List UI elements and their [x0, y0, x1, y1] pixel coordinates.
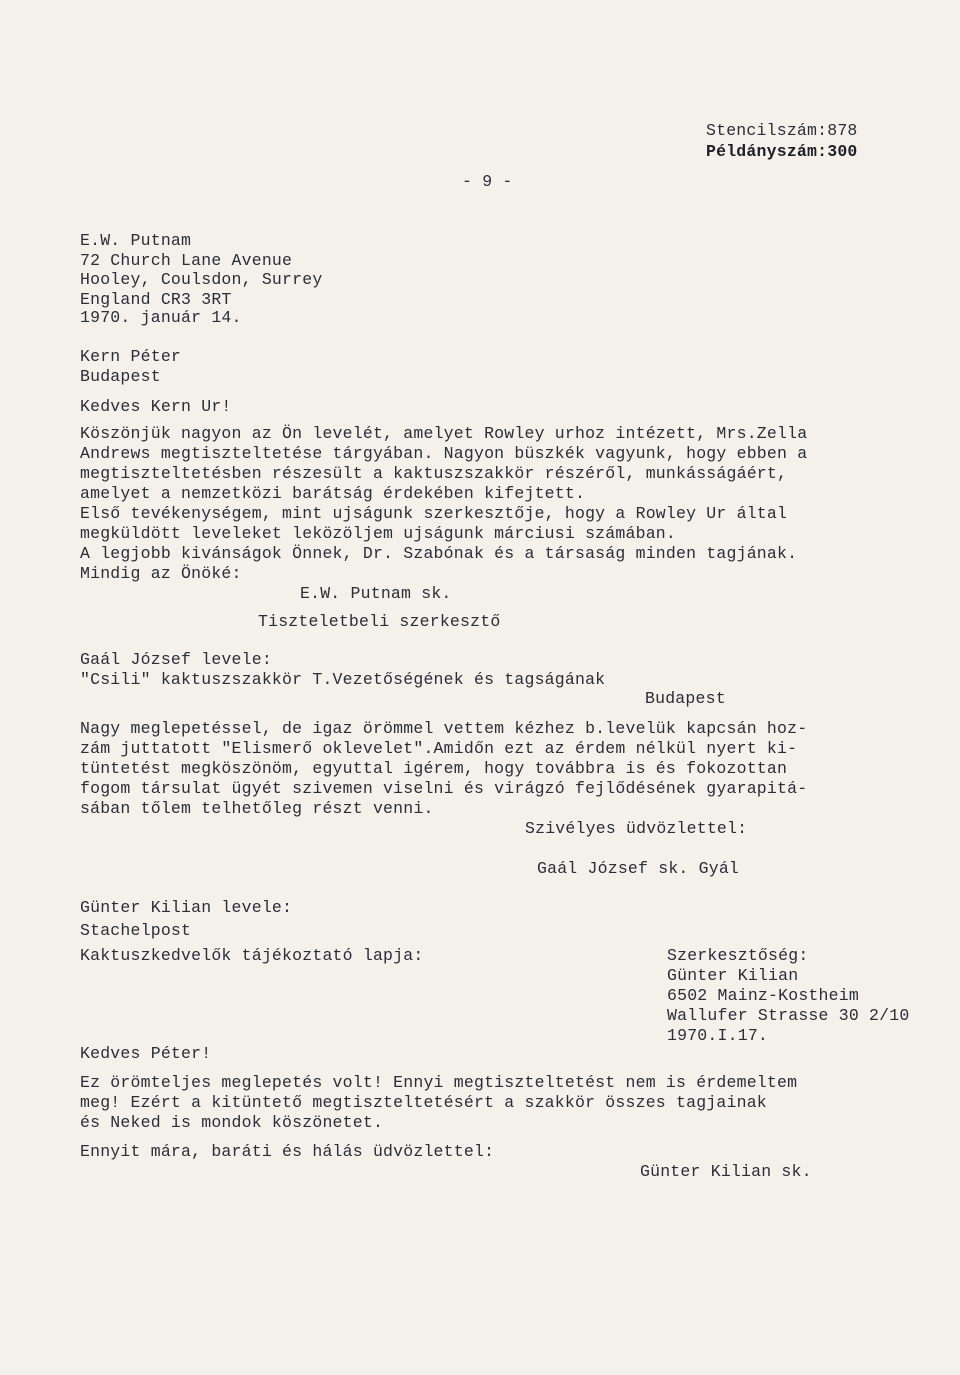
kilian-body-line: meg! Ezért a kitüntető megtiszteltetésért a szakkör összes tagjainak [80, 1093, 767, 1112]
sender-street: 72 Church Lane Avenue [80, 251, 293, 270]
kilian-body-line: és Neked is mondok köszönetet. [80, 1113, 384, 1132]
copy-count: Példányszám:300 [706, 142, 858, 161]
putnam-title: Tiszteletbeli szerkesztő [258, 612, 501, 631]
kilian-publication-desc: Kaktuszkedvelők tájékoztató lapja: [80, 946, 424, 965]
putnam-body-line: Első tevékenységem, mint ujságunk szerkesztője, hogy a Rowley Ur által [80, 504, 788, 523]
gaal-closing: Szivélyes üdvözlettel: [525, 819, 748, 838]
gaal-body-line: tüntetést megköszönöm, egyuttal igérem, hogy továbbra is és fokozottan [80, 759, 788, 778]
recipient-city: Budapest [80, 367, 161, 386]
putnam-body-line: A legjobb kivánságok Önnek, Dr. Szabónak és a társaság minden tagjának. [80, 544, 798, 563]
kilian-publication: Stachelpost [80, 921, 192, 940]
kilian-closing: Ennyit mára, baráti és hálás üdvözlettel: [80, 1142, 495, 1161]
letter-date: 1970. január 14. [80, 308, 242, 327]
kilian-address-line: Günter Kilian [667, 966, 799, 985]
kilian-address-line: 6502 Mainz-Kostheim [667, 986, 859, 1005]
gaal-body-line: fogom társulat ügyét szivemen viselni és virágzó fejlődésének gyarapitá- [80, 779, 808, 798]
page-number: - 9 - [462, 172, 513, 191]
recipient-name: Kern Péter [80, 347, 182, 366]
gaal-body-line: Nagy meglepetéssel, de igaz örömmel vettem kézhez b.levelük kapcsán hoz- [80, 719, 808, 738]
kilian-heading: Günter Kilian levele: [80, 898, 293, 917]
kilian-signature: Günter Kilian sk. [640, 1162, 812, 1181]
sender-town: Hooley, Coulsdon, Surrey [80, 270, 323, 289]
kilian-address-line: Wallufer Strasse 30 2/10 [667, 1006, 910, 1025]
gaal-addressee: "Csili" kaktuszszakkör T.Vezetőségének és tagságának [80, 670, 606, 689]
gaal-signature: Gaál József sk. Gyál [537, 859, 740, 878]
putnam-greeting: Kedves Kern Ur! [80, 397, 232, 416]
putnam-body-line: Andrews megtiszteltetése tárgyában. Nagyon büszkék vagyunk, hogy ebben a [80, 444, 808, 463]
putnam-signature: E.W. Putnam sk. [300, 584, 452, 603]
kilian-address-line: Szerkesztőség: [667, 946, 809, 965]
kilian-body-line: Ez örömteljes meglepetés volt! Ennyi megtiszteltetést nem is érdemeltem [80, 1073, 798, 1092]
sender-country: England CR3 3RT [80, 290, 232, 309]
gaal-body-line: sában tőlem telhetőleg részt venni. [80, 799, 434, 818]
putnam-body-line: megtiszteltetésben részesült a kaktuszszakkör részéről, munkásságáért, [80, 464, 788, 483]
sender-name: E.W. Putnam [80, 231, 192, 250]
putnam-body-line: amelyet a nemzetközi barátság érdekében kifejtett. [80, 484, 586, 503]
putnam-body-line: Köszönjük nagyon az Ön levelét, amelyet Rowley urhoz intézett, Mrs.Zella [80, 424, 808, 443]
gaal-body-line: zám juttatott "Elismerő oklevelet".Amidőn ezt az érdem nélkül nyert ki- [80, 739, 798, 758]
kilian-greeting: Kedves Péter! [80, 1044, 212, 1063]
putnam-body-line: Mindig az Önöké: [80, 564, 242, 583]
gaal-city: Budapest [645, 689, 726, 708]
stencil-number: Stencilszám:878 [706, 121, 858, 140]
kilian-date: 1970.I.17. [667, 1026, 769, 1045]
putnam-body-line: megküldött leveleket leközöljem ujságunk márciusi számában. [80, 524, 676, 543]
gaal-heading: Gaál József levele: [80, 650, 272, 669]
